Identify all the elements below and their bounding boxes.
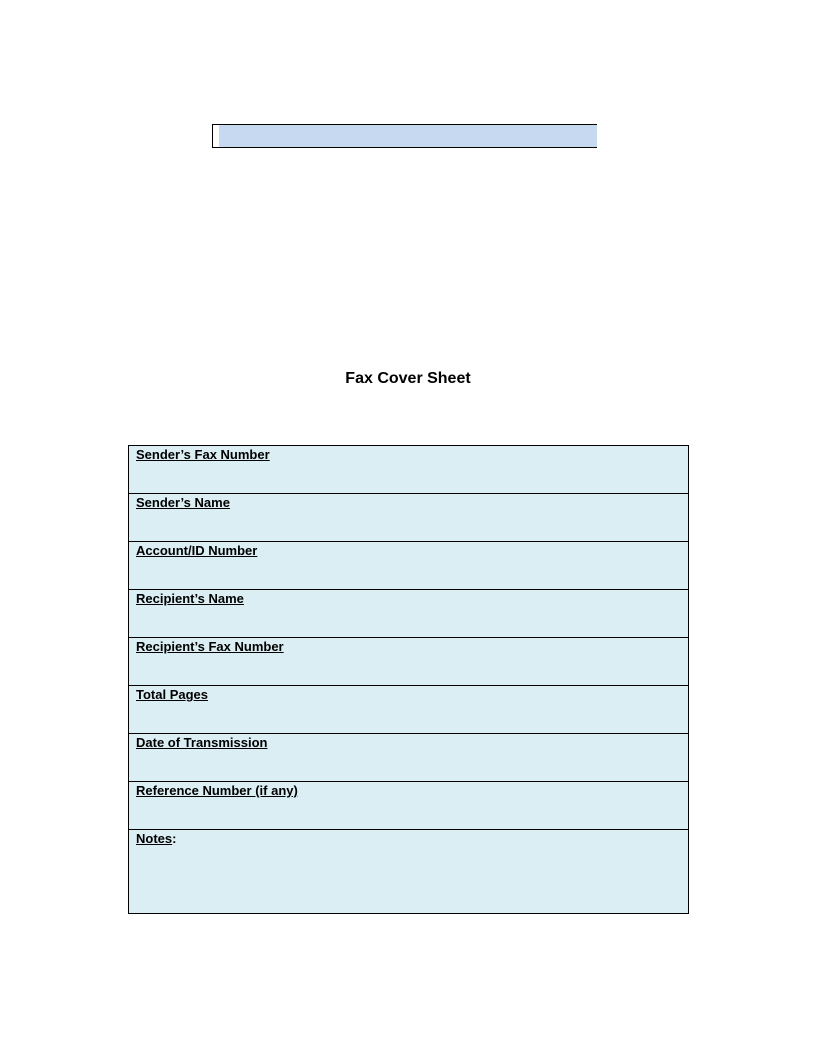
field-cell-reference-number[interactable] (129, 782, 689, 830)
page-title: Fax Cover Sheet (345, 370, 471, 387)
field-row-senders-fax-number (129, 446, 689, 494)
field-cell-senders-fax-number[interactable] (129, 446, 689, 494)
field-row-reference-number (129, 782, 689, 830)
field-label-date-of-transmission: Date of Transmission (136, 735, 268, 750)
field-row-date-of-transmission (129, 734, 689, 782)
field-cell-account-id-number[interactable] (129, 542, 689, 590)
field-row-notes (129, 830, 689, 914)
field-label-reference-number: Reference Number (if any) (136, 783, 298, 798)
field-label-senders-fax-number: Sender’s Fax Number (136, 447, 270, 462)
header-input-fill (219, 125, 597, 147)
field-cell-total-pages[interactable] (129, 686, 689, 734)
field-row-total-pages (129, 686, 689, 734)
field-row-senders-name (129, 494, 689, 542)
field-cell-senders-name[interactable] (129, 494, 689, 542)
notes-label-colon: : (172, 831, 177, 846)
header-input-field[interactable] (212, 124, 597, 148)
field-row-account-id-number (129, 542, 689, 590)
field-label-total-pages: Total Pages (136, 687, 209, 702)
field-label-senders-name: Sender’s Name (136, 495, 230, 510)
field-cell-recipients-fax-number[interactable] (129, 638, 689, 686)
field-cell-notes[interactable] (129, 830, 689, 914)
field-label-account-id-number: Account/ID Number (136, 543, 258, 558)
field-row-recipients-fax-number (129, 638, 689, 686)
field-label-recipients-name: Recipient’s Name (136, 591, 244, 606)
field-label-recipients-fax-number: Recipient’s Fax Number (136, 639, 284, 654)
field-cell-date-of-transmission[interactable] (129, 734, 689, 782)
fax-info-table (128, 445, 689, 914)
field-row-recipients-name (129, 590, 689, 638)
field-label-notes: Notes (136, 831, 173, 846)
field-cell-recipients-name[interactable] (129, 590, 689, 638)
